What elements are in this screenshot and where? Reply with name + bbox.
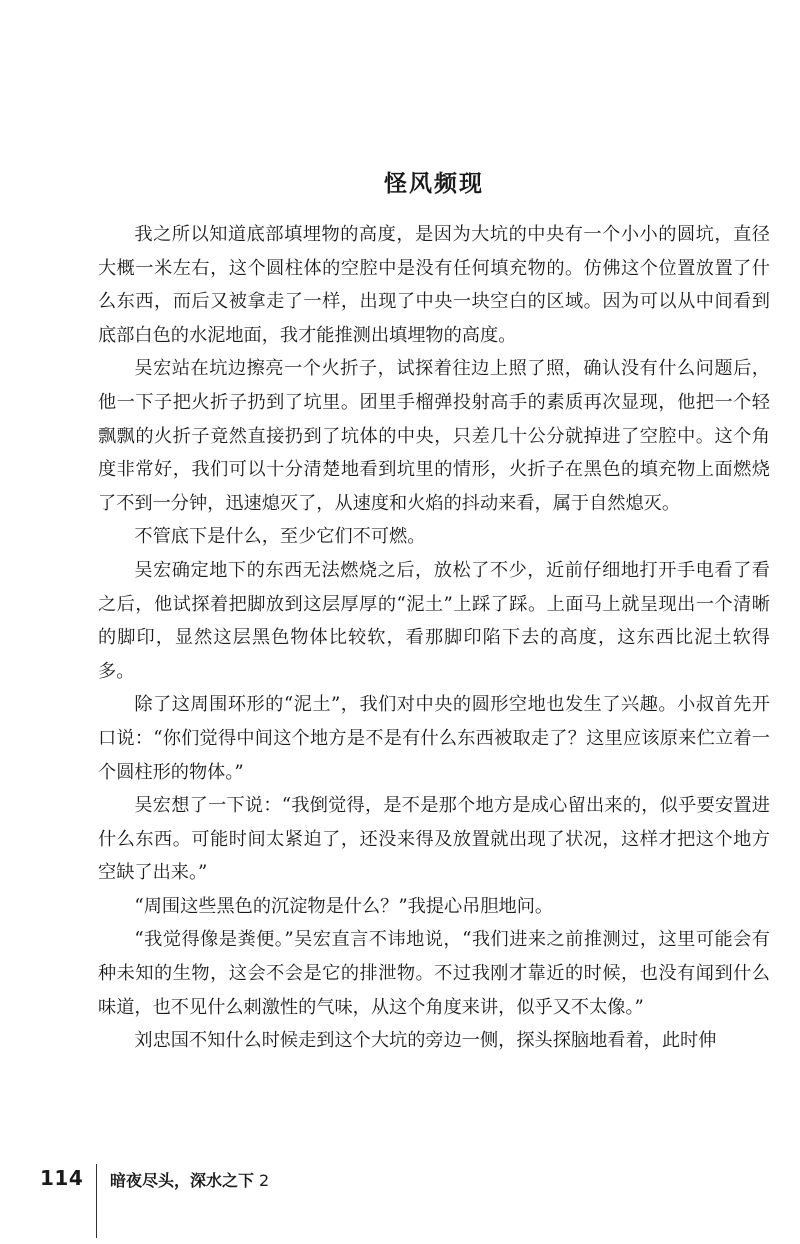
paragraph: “我觉得像是粪便。”吴宏直言不讳地说，“我们进来之前推测过，这里可能会有种未知的生物，这会不会是它的排泄物。不过我刚才靠近的时候，也没有闻到什么味道，也不见什么刺激性的气味，从这个角度来讲，似乎又不太像。” [98,929,770,1018]
paragraph: 刘忠国不知什么时候走到这个大坑的旁边一侧，探头探脑地看着，此时伸 [134,1030,717,1052]
footer-divider [96,1164,97,1238]
paragraph: 不管底下是什么，至少它们不可燃。 [134,526,426,548]
chapter-title: 怪风频现 [384,171,484,198]
paragraph: 除了这周围环形的“泥土”，我们对中央的圆形空地也发生了兴趣。小叔首先开口说：“你们觉得中间这个地方是不是有什么东西被取走了？这里应该原来伫立着一个圆柱形的物体。” [98,694,770,783]
paragraph: “周围这些黑色的沉淀物是什么？”我提心吊胆地问。 [134,895,554,917]
paragraph: 吴宏确定地下的东西无法燃烧之后，放松了不少，近前仔细地打开手电看了看之后，他试探着把脚放到这层厚厚的“泥土”上踩了踩。上面马上就呈现出一个清晰的脚印，显然这层黑色物体比较软，看那脚印陷下去的高度，这东西比泥土软得多。 [98,559,770,682]
body-text [98,218,770,1058]
volume-number: 2 [259,1171,270,1190]
paragraph: 吴宏想了一下说：“我倒觉得，是不是那个地方是成心留出来的，似乎要安置进什么东西。可能时间太紧迫了，还没来得及放置就出现了状况，这样才把这个地方空缺了出来。” [98,795,770,884]
paragraph: 我之所以知道底部填埋物的高度，是因为大坑的中央有一个小小的圆坑，直径大概一米左右，这个圆柱体的空腔中是没有任何填充物的。仿佛这个位置放置了什么东西，而后又被拿走了一样，出现了中央一块空白的区域。因为可以从中间看到底部白色的水泥地面，我才能推测出填埋物的高度。 [98,224,770,346]
book-title: 暗夜尽头，深水之下 [110,1171,255,1190]
paragraph: 吴宏站在坑边擦亮一个火折子，试探着往边上照了照，确认没有什么问题后，他一下子把火折子扔到了坑里。团里手榴弹投射高手的素质再次显现，他把一个轻飘飘的火折子竟然直接扔到了坑体的中央，只差几十公分就掉进了空腔中。这个角度非常好，我们可以十分清楚地看到坑里的情形，火折子在黑色的填充物上面燃烧了不到一分钟，迅速熄灭了，从速度和火焰的抖动来看，属于自然熄灭。 [98,358,770,514]
running-title [110,1168,269,1191]
page-number: 114 [40,1166,84,1190]
